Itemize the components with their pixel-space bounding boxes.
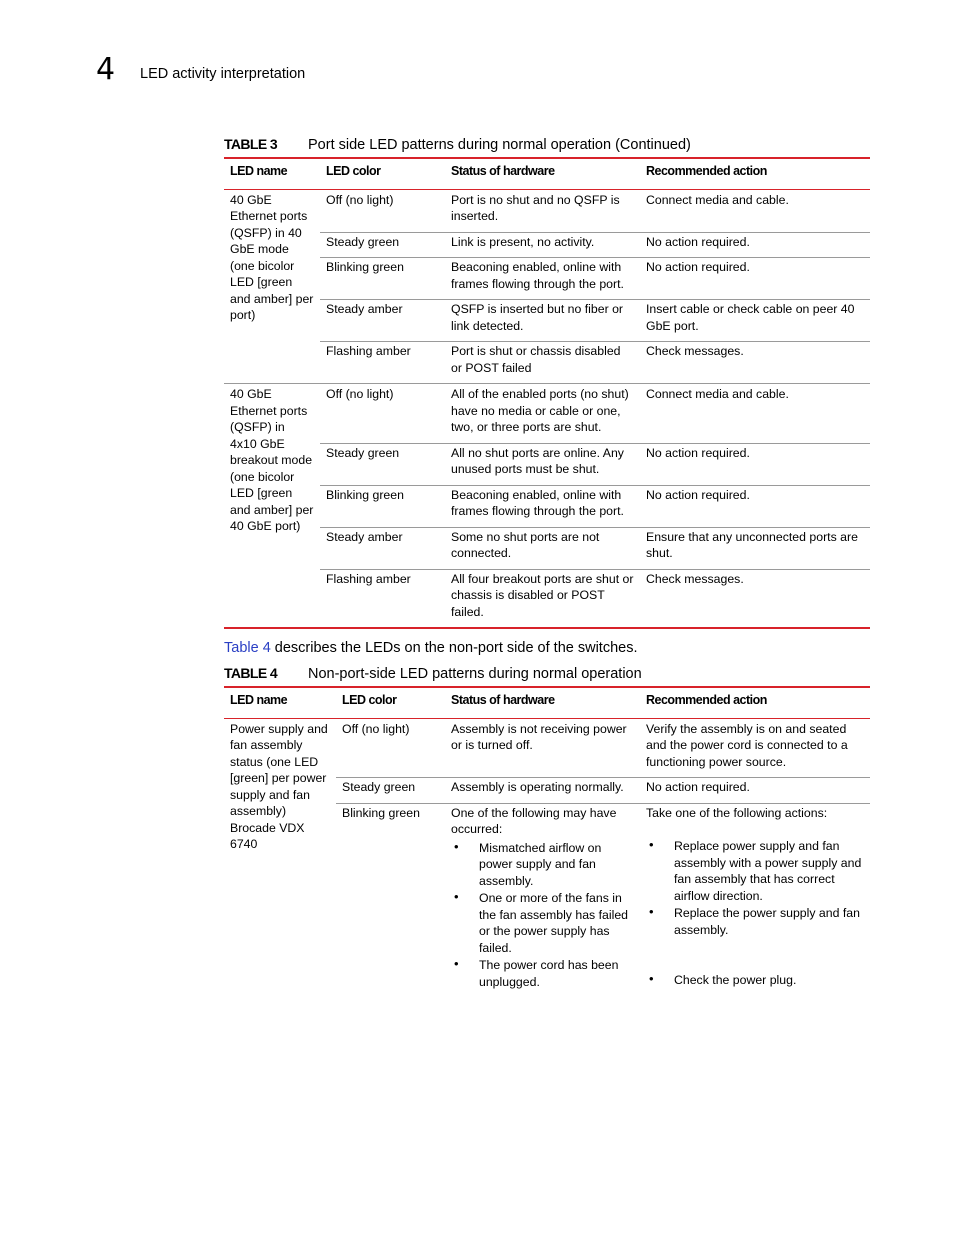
led-color-cell: Steady green xyxy=(320,443,445,485)
table3-title: Port side LED patterns during normal operation (Continued) xyxy=(308,137,691,153)
action-intro: Take one of the following actions: xyxy=(646,805,828,820)
status-cell: All of the enabled ports (no shut) have no media or cable or one, two, or three ports are shut. xyxy=(445,384,640,444)
table3-group-40gbe-mode xyxy=(224,189,870,384)
col-header-led-color: LED color xyxy=(336,687,445,718)
status-cell: Assembly is not receiving power or is turned off. xyxy=(445,718,640,778)
bullet-icon: • xyxy=(649,837,654,852)
list-item: • Replace the power supply and fan assembly. xyxy=(649,904,860,937)
table3-caption xyxy=(224,134,691,155)
table-row xyxy=(224,232,870,258)
led-name-cell: 40 GbE Ethernet ports (QSFP) in 40 GbE mode (one bicolor LED [green and amber] per port) xyxy=(224,189,320,384)
led-color-cell: Off (no light) xyxy=(320,384,445,444)
table3-header-row xyxy=(224,158,870,189)
led-color-cell: Steady green xyxy=(320,232,445,258)
chapter-title: LED activity interpretation xyxy=(140,66,306,82)
status-cell: All no shut ports are online. Any unused ports must be shut. xyxy=(445,443,640,485)
action-cell: Connect media and cable. xyxy=(640,384,870,444)
status-cell: QSFP is inserted but no fiber or link detected. xyxy=(445,300,640,342)
table3-group-breakout-mode xyxy=(224,384,870,629)
led-color-cell: Off (no light) xyxy=(320,189,445,232)
status-cell xyxy=(445,803,640,998)
bullet-icon: • xyxy=(454,838,459,854)
col-header-status: Status of hardware xyxy=(445,158,640,189)
action-cell: Check messages. xyxy=(646,571,744,586)
table-row xyxy=(224,569,870,628)
action-cell: Connect media and cable. xyxy=(640,189,870,232)
action-cell xyxy=(640,803,870,998)
led-color-cell: Steady amber xyxy=(320,300,445,342)
led-color-cell: Blinking green xyxy=(342,805,420,820)
status-cell: Port is no shut and no QSFP is inserted. xyxy=(445,189,640,232)
col-header-action: Recommended action xyxy=(640,158,870,189)
table-row xyxy=(224,342,870,384)
table4-caption xyxy=(224,663,642,684)
table4-title: Non-port-side LED patterns during normal operation xyxy=(308,666,642,682)
list-item: • Check the power plug. xyxy=(649,971,797,987)
list-item: • Replace power supply and fan assembly with a power supply and fan assembly that has correct airflow direction. xyxy=(649,837,862,903)
status-intro: One of the following may have occurred: xyxy=(451,805,617,836)
chapter-number: 4 xyxy=(96,52,116,87)
led-color-cell: Off (no light) xyxy=(336,718,445,778)
led-color-cell: Flashing amber xyxy=(320,342,445,384)
bullet-icon: • xyxy=(649,904,654,919)
table-row xyxy=(224,258,870,300)
bullet-icon: • xyxy=(649,971,654,986)
led-color-cell: Blinking green xyxy=(320,485,445,527)
led-color-cell: Blinking green xyxy=(320,258,445,300)
table3-label: TABLE 3 xyxy=(224,136,278,152)
action-bullet-list xyxy=(646,838,864,989)
table4-reference-paragraph xyxy=(224,638,638,658)
status-cell: Some no shut ports are not connected. xyxy=(445,527,640,569)
table-row xyxy=(224,718,870,778)
reference-text: describes the LEDs on the non-port side of the switches. xyxy=(270,640,638,656)
table-row xyxy=(224,384,870,444)
led-name-cell: 40 GbE Ethernet ports (QSFP) in 4x10 GbE breakout mode (one bicolor LED [green and amber] per 40 GbE port) xyxy=(224,384,320,629)
table-row xyxy=(224,189,870,232)
col-header-led-color: LED color xyxy=(320,158,445,189)
table-row xyxy=(224,443,870,485)
action-cell: No action required. xyxy=(640,485,870,527)
list-item: • One or more of the fans in the fan assembly has failed or the power supply has failed. xyxy=(454,889,629,955)
table4-label: TABLE 4 xyxy=(224,665,278,681)
col-header-status: Status of hardware xyxy=(445,687,640,718)
table4 xyxy=(224,686,870,998)
led-color-cell: Steady amber xyxy=(320,527,445,569)
list-item: • Mismatched airflow on power supply and fan assembly. xyxy=(454,838,602,888)
table4-header-row xyxy=(224,687,870,718)
table-row xyxy=(224,485,870,527)
col-header-led-name: LED name xyxy=(224,158,320,189)
led-color-cell: Steady green xyxy=(336,778,445,804)
status-cell: Beaconing enabled, online with frames flowing through the port. xyxy=(445,258,640,300)
table3 xyxy=(224,157,870,629)
col-header-led-name: LED name xyxy=(224,687,336,718)
status-cell: Link is present, no activity. xyxy=(445,232,640,258)
bullet-icon: • xyxy=(454,956,459,971)
bullet-icon: • xyxy=(454,889,459,904)
action-cell: No action required. xyxy=(640,232,870,258)
action-cell: Check messages. xyxy=(640,342,870,384)
action-cell: Ensure that any unconnected ports are shut. xyxy=(640,527,870,569)
action-cell: No action required. xyxy=(640,258,870,300)
table4-link[interactable]: Table 4 xyxy=(224,640,271,656)
action-cell: No action required. xyxy=(640,443,870,485)
status-cell: Assembly is operating normally. xyxy=(445,778,640,804)
status-cell: All four breakout ports are shut or chassis is disabled or POST failed. xyxy=(451,571,634,619)
action-cell: Verify the assembly is on and seated and the power cord is connected to a functioning power source. xyxy=(640,718,870,778)
table-row xyxy=(224,527,870,569)
led-color-cell: Flashing amber xyxy=(326,571,411,586)
list-item: • The power cord has been unplugged. xyxy=(454,956,619,989)
status-cell: Port is shut or chassis disabled or POST failed xyxy=(445,342,640,384)
status-bullet-list xyxy=(451,840,634,991)
table-row xyxy=(224,300,870,342)
action-cell: Insert cable or check cable on peer 40 GbE port. xyxy=(640,300,870,342)
col-header-action: Recommended action xyxy=(640,687,870,718)
action-cell: No action required. xyxy=(640,778,870,804)
led-name-cell: Power supply and fan assembly status (one LED [green] per power supply and fan assembly) Brocade VDX 6740 xyxy=(230,721,328,851)
status-cell: Beaconing enabled, online with frames flowing through the port. xyxy=(445,485,640,527)
